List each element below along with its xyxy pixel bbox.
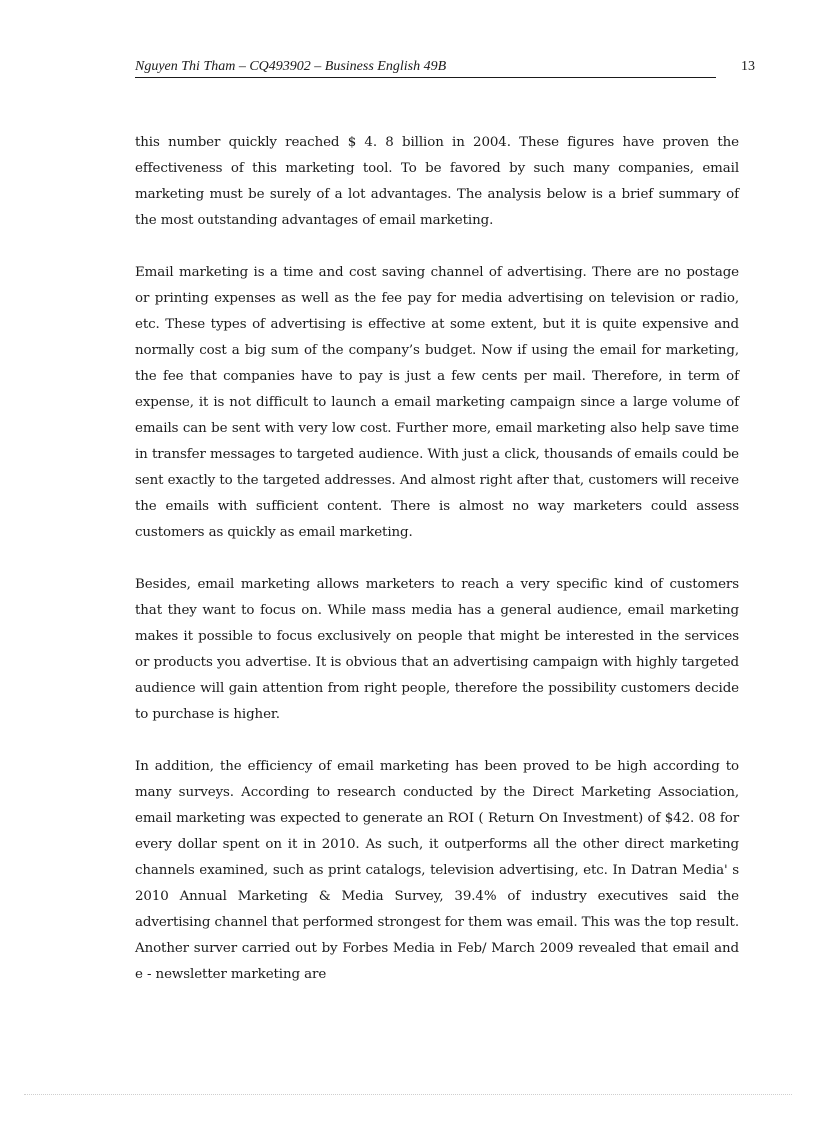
- paragraph-efficiency: In addition, the efficiency of email marketing has been proved to be high according to many surveys. According to research conducted by the Direct Marketing Association, email marketing was expected to generate an ROI ( Return On Investment) of $42. 08 for every dollar spent on it in 2010. As such, it outperforms all the other direct marketing channels examined, such as print catalogs, television advertising, etc. In Datran Media' s 2010 Annual Marketing & Media Survey, 39.4% of industry executives said the advertising channel that performed strongest for them was email. This was the top result. Another surver carried out by Forbes Media in Feb/ March 2009 revealed that email and e - newsletter marketing are: [135, 759, 739, 982]
- running-header-title: Nguyen Thi Tham – CQ493902 – Business English 49B: [135, 59, 447, 74]
- page-number: 13: [741, 59, 755, 74]
- paragraph-advantages-intro: this number quickly reached $ 4. 8 billion in 2004. These figures have proven the effectiveness of this marketing tool. To be favored by such many companies, email marketing must be surely of a lot advantages. The analysis below is a brief summary of the most outstanding advantages of email marketing.: [135, 135, 739, 228]
- header-rule: [135, 77, 716, 78]
- paragraph-cost-saving: Email marketing is a time and cost saving channel of advertising. There are no postage or printing expenses as well as the fee pay for media advertising on television or radio, etc. These types of advertising is effective at some extent, but it is quite expensive and normally cost a big sum of the company’s budget. Now if using the email for marketing, the fee that companies have to pay is just a few cents per mail. Therefore, in term of expense, it is not difficult to launch a email marketing campaign since a large volume of emails can be sent with very low cost. Further more, email marketing also help save time in transfer messages to targeted audience. With just a click, thousands of emails could be sent exactly to the targeted addresses. And almost right after that, customers will receive the emails with sufficient content. There is almost no way marketers could assess customers as quickly as email marketing.: [135, 265, 739, 540]
- paragraph-targeting: Besides, email marketing allows marketers to reach a very specific kind of customers that they want to focus on. While mass media has a general audience, email marketing makes it possible to focus exclusively on people that might be interested in the services or products you advertise. It is obvious that an advertising campaign with highly targeted audience will gain attention from right people, therefore the possibility customers decide to purchase is higher.: [135, 577, 739, 722]
- body-text: [135, 130, 739, 1014]
- page-bottom-border: [24, 1094, 792, 1095]
- page-header: [135, 58, 755, 80]
